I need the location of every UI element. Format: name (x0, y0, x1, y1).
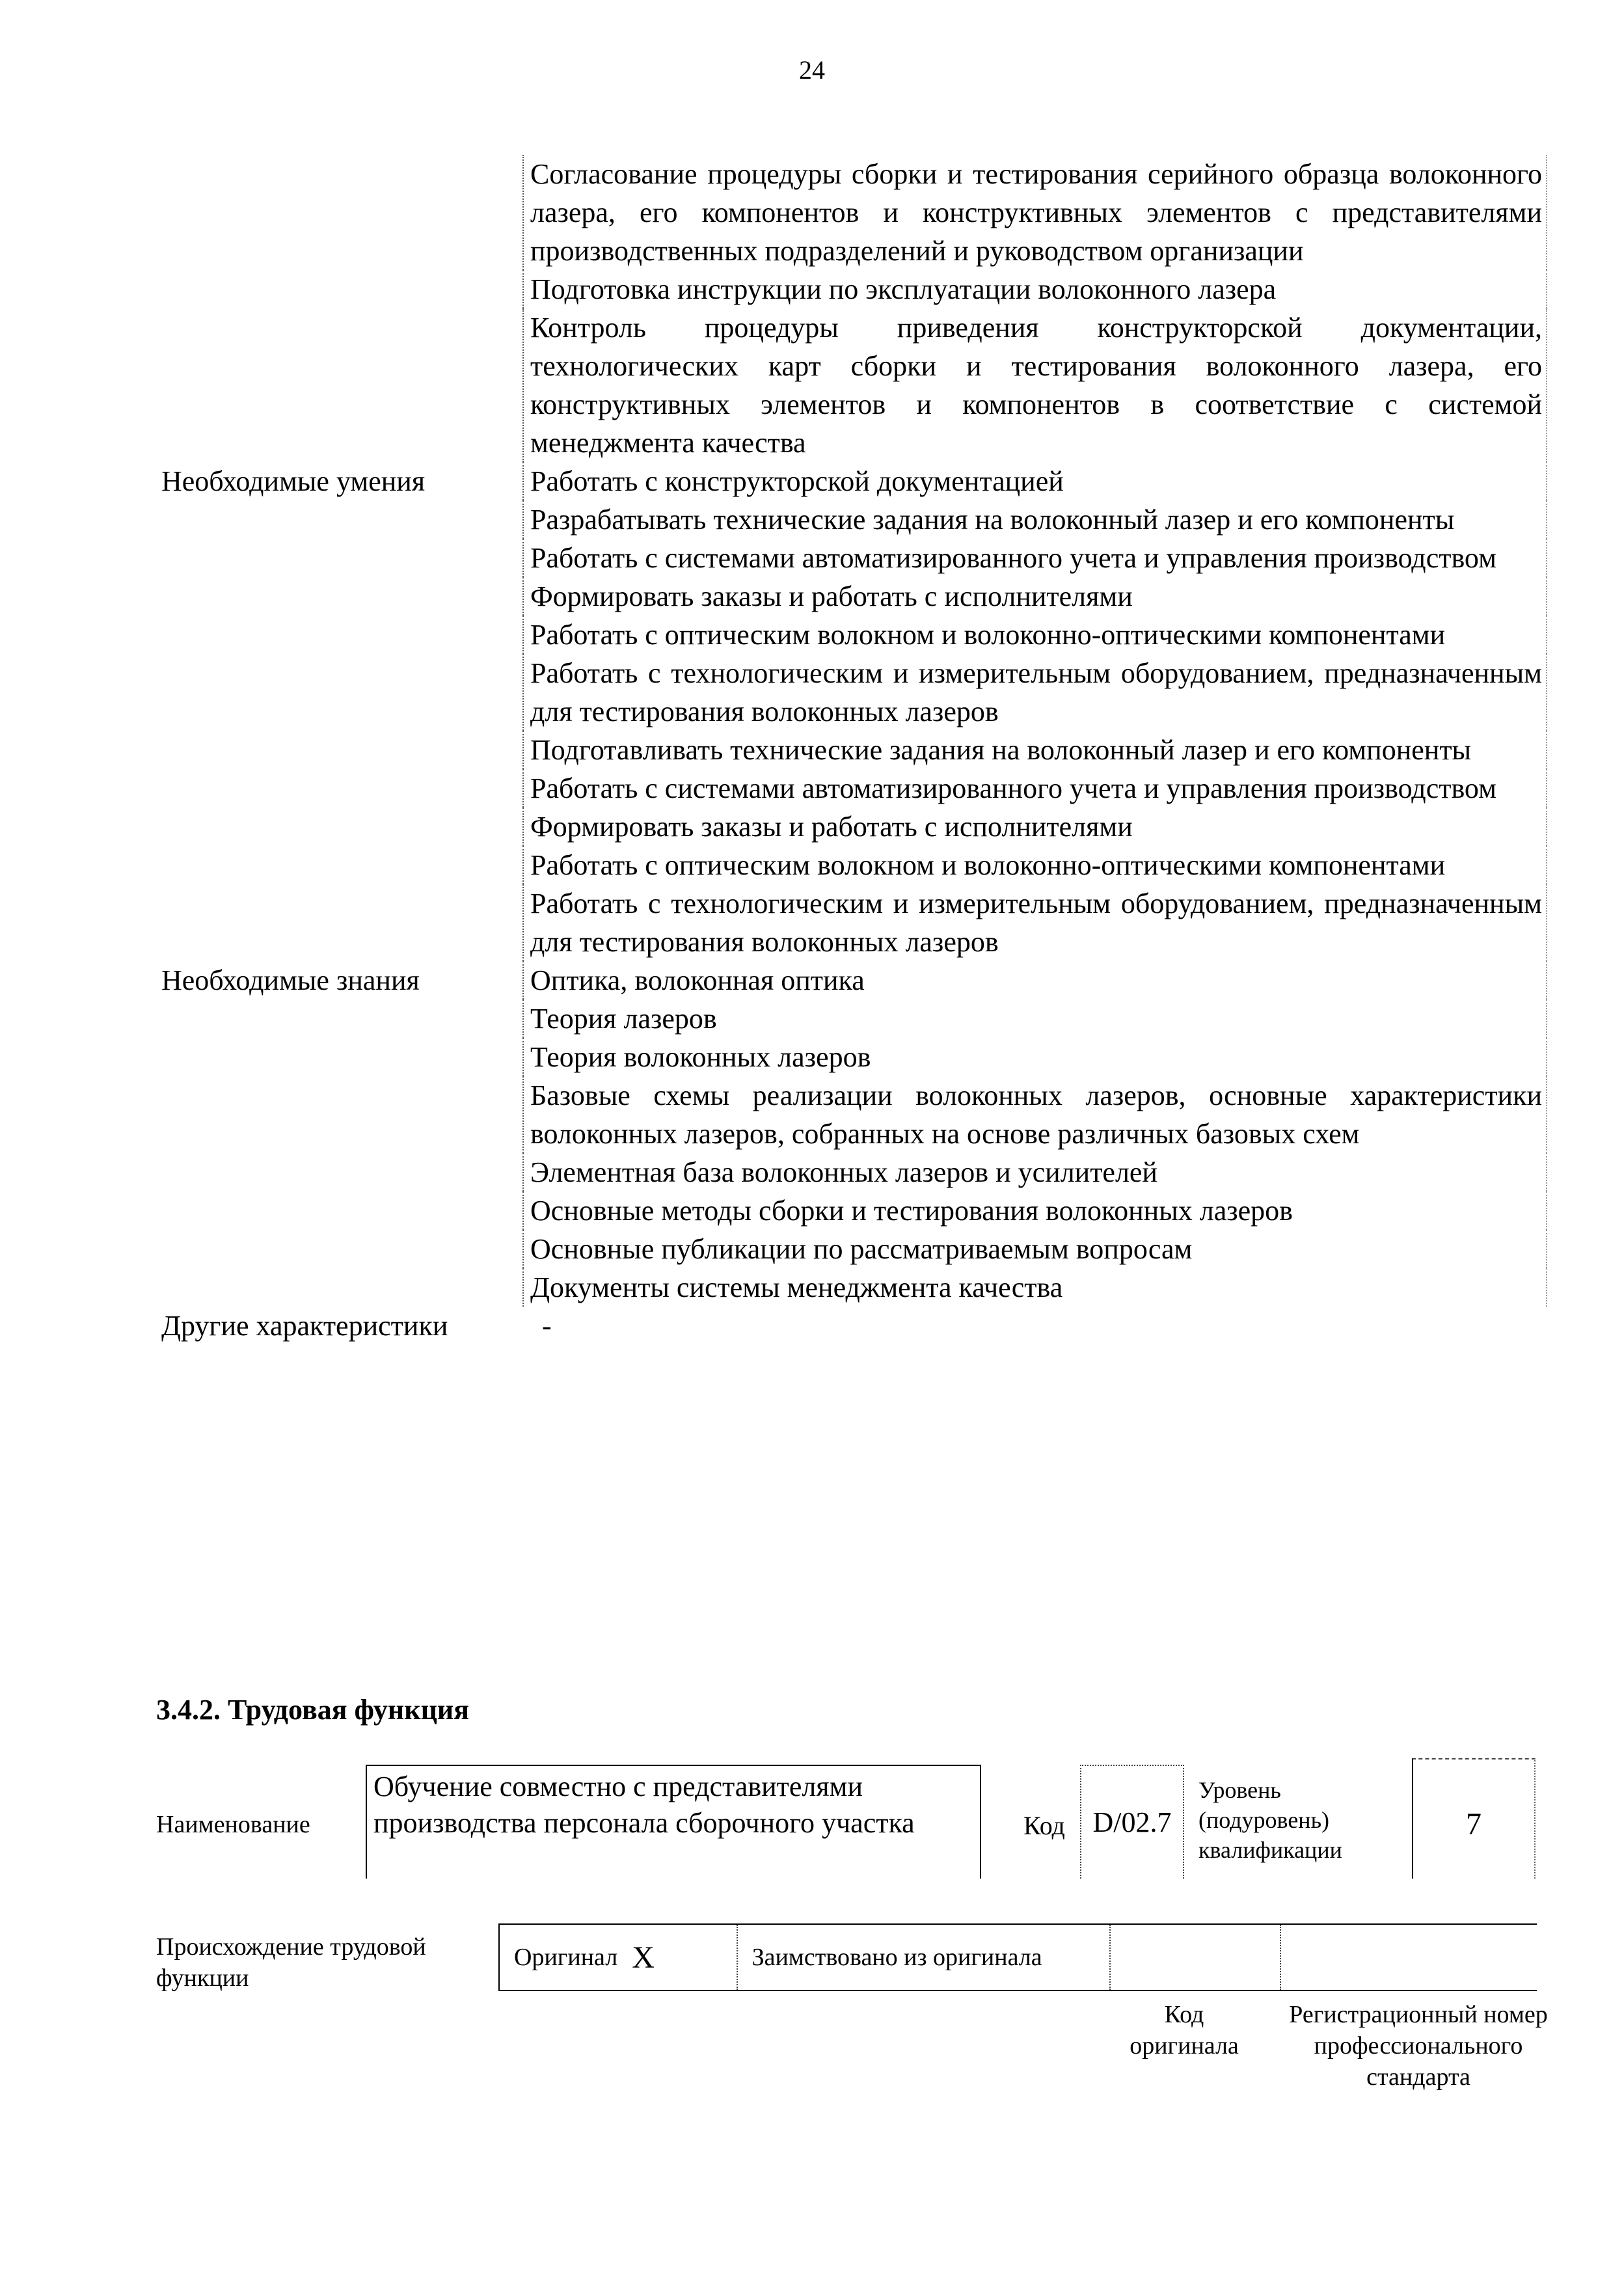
list-item: Согласование процедуры сборки и тестирования серийного образца волоконного лазера, его компонентов и конструктивных элементов с представителями производственных подразделений и руководством организации (522, 155, 1547, 270)
list-item: Документы системы менеджмента качества (522, 1268, 1547, 1307)
list-item: Базовые схемы реализации волоконных лазеров, основные характеристики волоконных лазеров, собранных на основе различных базовых схем (522, 1076, 1547, 1153)
list-item: Формировать заказы и работать с исполнителями (522, 577, 1547, 616)
other-row (161, 1307, 1547, 1345)
skills-label: Необходимые умения (161, 465, 426, 497)
list-item: Формировать заказы и работать с исполнителями (522, 808, 1547, 846)
list-item: Подготовка инструкции по эксплуатации волоконного лазера (522, 270, 1547, 308)
origin-table (498, 1923, 1537, 1991)
list-item: Подготавливать технические задания на волоконный лазер и его компоненты (522, 731, 1547, 769)
origin-reg-cell (1281, 1925, 1537, 1990)
list-item: Работать с системами автоматизированного учета и управления производством (522, 539, 1547, 577)
skills-row (161, 462, 1547, 961)
origin-code-caption: Код оригинала (1130, 2001, 1239, 2059)
function-name-label: Наименование (156, 1811, 310, 1838)
list-item: Работать с оптическим волокном и волоконно-оптическими компонентами (522, 616, 1547, 654)
list-item: Работать с технологическим и измерительным оборудованием, предназначенным для тестирования волоконных лазеров (522, 884, 1547, 961)
list-item: Работать с технологическим и измерительным оборудованием, предназначенным для тестирования волоконных лазеров (522, 654, 1547, 731)
function-level-value: 7 (1412, 1758, 1536, 1879)
origin-label: Происхождение трудовой функции (156, 1933, 426, 1992)
list-item: Контроль процедуры приведения конструкторской документации, технологических карт сборки и тестирования волоконного лазера, его конструктивных элементов и компонентов в соответствие с системой менеджмента качества (522, 308, 1547, 462)
list-item: Работать с системами автоматизированного учета и управления производством (522, 769, 1547, 808)
function-code-label: Код (1023, 1811, 1065, 1840)
knowledge-items (522, 961, 1547, 1307)
knowledge-row (161, 961, 1547, 1307)
function-code-value: D/02.7 (1080, 1765, 1184, 1879)
knowledge-label: Необходимые знания (161, 964, 420, 996)
origin-reg-caption: Регистрационный номер профессионального стандарта (1289, 2001, 1548, 2091)
continued-row (161, 155, 1547, 462)
continued-label (161, 155, 522, 462)
list-item: Работать с оптическим волокном и волоконно-оптическими компонентами (522, 846, 1547, 884)
origin-original-cell (500, 1925, 738, 1990)
other-value: - (542, 1310, 552, 1342)
skills-items (522, 462, 1547, 961)
other-label: Другие характеристики (161, 1310, 448, 1342)
list-item: Разрабатывать технические задания на волоконный лазер и его компоненты (522, 500, 1547, 539)
list-item: Основные публикации по рассматриваемым вопросам (522, 1230, 1547, 1268)
list-item: Оптика, волоконная оптика (522, 961, 1547, 999)
list-item: Элементная база волоконных лазеров и усилителей (522, 1153, 1547, 1191)
function-level-label: Уровень (подуровень) квалификации (1198, 1777, 1342, 1863)
section-title: 3.4.2. Трудовая функция (156, 1694, 470, 1726)
requirements-table (161, 155, 1547, 1345)
list-item: Основные методы сборки и тестирования волоконных лазеров (522, 1191, 1547, 1230)
list-item: Теория волоконных лазеров (522, 1038, 1547, 1076)
list-item: Теория лазеров (522, 999, 1547, 1038)
list-item: Работать с конструкторской документацией (522, 462, 1547, 500)
origin-original-label: Оригинал (514, 1944, 618, 1971)
function-name-value: Обучение совместно с представителями производства персонала сборочного участка (366, 1765, 981, 1879)
origin-borrowed-cell: Заимствовано из оригинала (738, 1925, 1111, 1990)
origin-code-cell (1111, 1925, 1281, 1990)
page-number: 24 (799, 55, 825, 85)
continued-items (522, 155, 1547, 462)
origin-original-mark: X (632, 1940, 655, 1975)
